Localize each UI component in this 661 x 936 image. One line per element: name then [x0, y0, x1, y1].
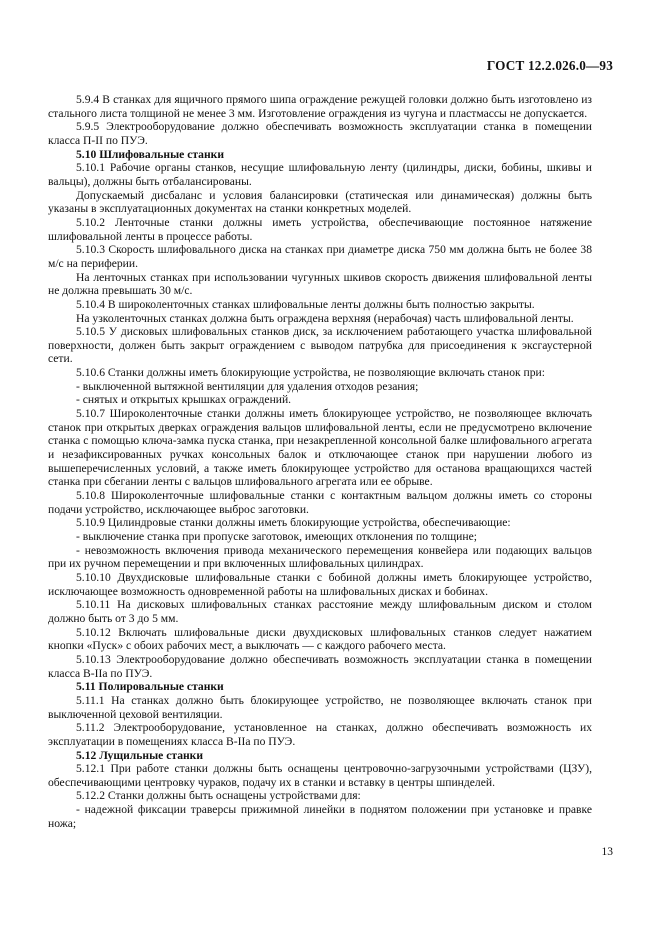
- paragraph: На узколенточных станках должна быть ограждена верхняя (нерабочая) часть шлифовальной ленты.: [76, 311, 574, 325]
- paragraph: - надежной фиксации траверсы прижимной линейки в поднятом положении при установке и правке ножа;: [48, 803, 592, 830]
- paragraph: 5.9.4 В станках для ящичного прямого шипа ограждение режущей головки должно быть изготовлено из стального листа толщиной не менее 3 мм. Изготовление ограждения из чугуна и пластмассы не допускается.: [48, 93, 592, 120]
- page-header-standard: ГОСТ 12.2.026.0—93: [486, 58, 613, 73]
- paragraph: 5.10.10 Двухдисковые шлифовальные станки с бобиной должны иметь блокирующее устройство, исключающее возможность одновременной работы на шлифовальных дисках и бобинах.: [48, 570, 592, 598]
- paragraph: 5.10.11 На дисковых шлифовальных станках расстояние между шлифовальным диском и столом должно быть от 3 до 5 мм.: [48, 598, 592, 625]
- paragraph: 5.12.1 При работе станки должны быть оснащены центровочно-загрузочными устройствами (ЦЗУ), обеспечивающими центровку чураков, подачу их в станки и вставку в центры шпинделей.: [48, 762, 592, 789]
- paragraph: 5.10.5 У дисковых шлифовальных станков диск, за исключением работающего участка шлифовальной поверхности, должен быть закрыт ограждением с выводом патрубка для присоединения к эксгаустерной сети.: [48, 325, 592, 366]
- paragraph: 5.10.4 В широколенточных станках шлифовальные ленты должны быть полностью закрыты.: [76, 297, 535, 311]
- section-heading: 5.10 Шлифовальные станки: [76, 147, 225, 161]
- document-body: [48, 93, 592, 830]
- paragraph: 5.10.12 Включать шлифовальные диски двухдисковых шлифовальных станков следует нажатием кнопки «Пуск» с обоих рабочих мест, а выключать — с каждого рабочего места.: [48, 625, 592, 653]
- paragraph: - выключенной вытяжной вентиляции для удаления отходов резания;: [76, 379, 419, 393]
- paragraph: 5.10.13 Электрооборудование должно обеспечивать возможность эксплуатации станка в помещении класса В-IIа по ПУЭ.: [48, 652, 592, 680]
- paragraph: 5.10.6 Станки должны иметь блокирующие устройства, не позволяющие включать станок при:: [76, 366, 545, 380]
- paragraph: - невозможность включения привода механического перемещения конвейера или подающих вальцов при их ручном перемещении и при включенных шлифовальных цилиндрах.: [48, 543, 592, 571]
- paragraph: 5.10.1 Рабочие органы станков, несущие шлифовальную ленту (цилиндры, диски, бобины, шкивы и вальцы), должны быть отбалансированы.: [48, 161, 592, 188]
- paragraph: 5.10.9 Цилиндровые станки должны иметь блокирующие устройства, обеспечивающие:: [76, 516, 511, 530]
- paragraph: 5.9.5 Электрооборудование должно обеспечивать возможность эксплуатации станка в помещении класса П-II по ПУЭ.: [48, 120, 592, 147]
- paragraph: 5.11.2 Электрооборудование, установленное на станках, должно обеспечивать возможность их эксплуатации в помещениях класса В-IIа по ПУЭ.: [48, 721, 592, 748]
- section-heading: 5.11 Полировальные станки: [76, 680, 224, 694]
- paragraph: - снятых и открытых крышках ограждений.: [76, 393, 292, 407]
- paragraph: - выключение станка при пропуске заготовок, имеющих отклонения по толщине;: [76, 530, 477, 543]
- paragraph: 5.12.2 Станки должны быть оснащены устройствами для:: [76, 789, 361, 803]
- paragraph: На ленточных станках при использовании чугунных шкивов скорость движения шлифовальной ленты не должна превышать 30 м/с.: [48, 270, 592, 298]
- paragraph: 5.10.3 Скорость шлифовального диска на станках при диаметре диска 750 мм должна быть не более 38 м/с на периферии.: [48, 243, 592, 270]
- page-number: 13: [601, 846, 613, 858]
- paragraph: 5.11.1 На станках должно быть блокирующее устройство, не позволяющее включать станок при выключенной цеховой вентиляции.: [48, 693, 592, 721]
- paragraph: 5.10.2 Ленточные станки должны иметь устройства, обеспечивающие постоянное натяжение шлифовальной ленты в процессе работы.: [48, 215, 592, 243]
- paragraph: 5.10.7 Широколенточные станки должны иметь блокирующее устройство, не позволяющее включать станок при открытых дверках ограждения вальцов шлифовальной ленты, если не предусмотрено включение станка с помощью ключа-замка пуска станка, при незакрепленной консольной балке шлифовального агрегата и незафиксированных ручках консольных балок и отключающее станок при нарушении любого из вышеперечисленных условий, а также иметь блокирующее устройство для останова вращающихся частей станка при сбегании ленты с вальцов шлифовального агрегата или ее обрыве.: [48, 407, 592, 489]
- paragraph: 5.10.8 Широколенточные шлифовальные станки с контактным вальцом должны иметь со стороны подачи устройство, исключающее выброс заготовки.: [48, 489, 592, 516]
- paragraph: Допускаемый дисбаланс и условия балансировки (статическая или динамическая) должны быть указаны в эксплуатационных документах на станки конкретных моделей.: [48, 188, 592, 216]
- section-heading: 5.12 Лущильные станки: [76, 748, 204, 762]
